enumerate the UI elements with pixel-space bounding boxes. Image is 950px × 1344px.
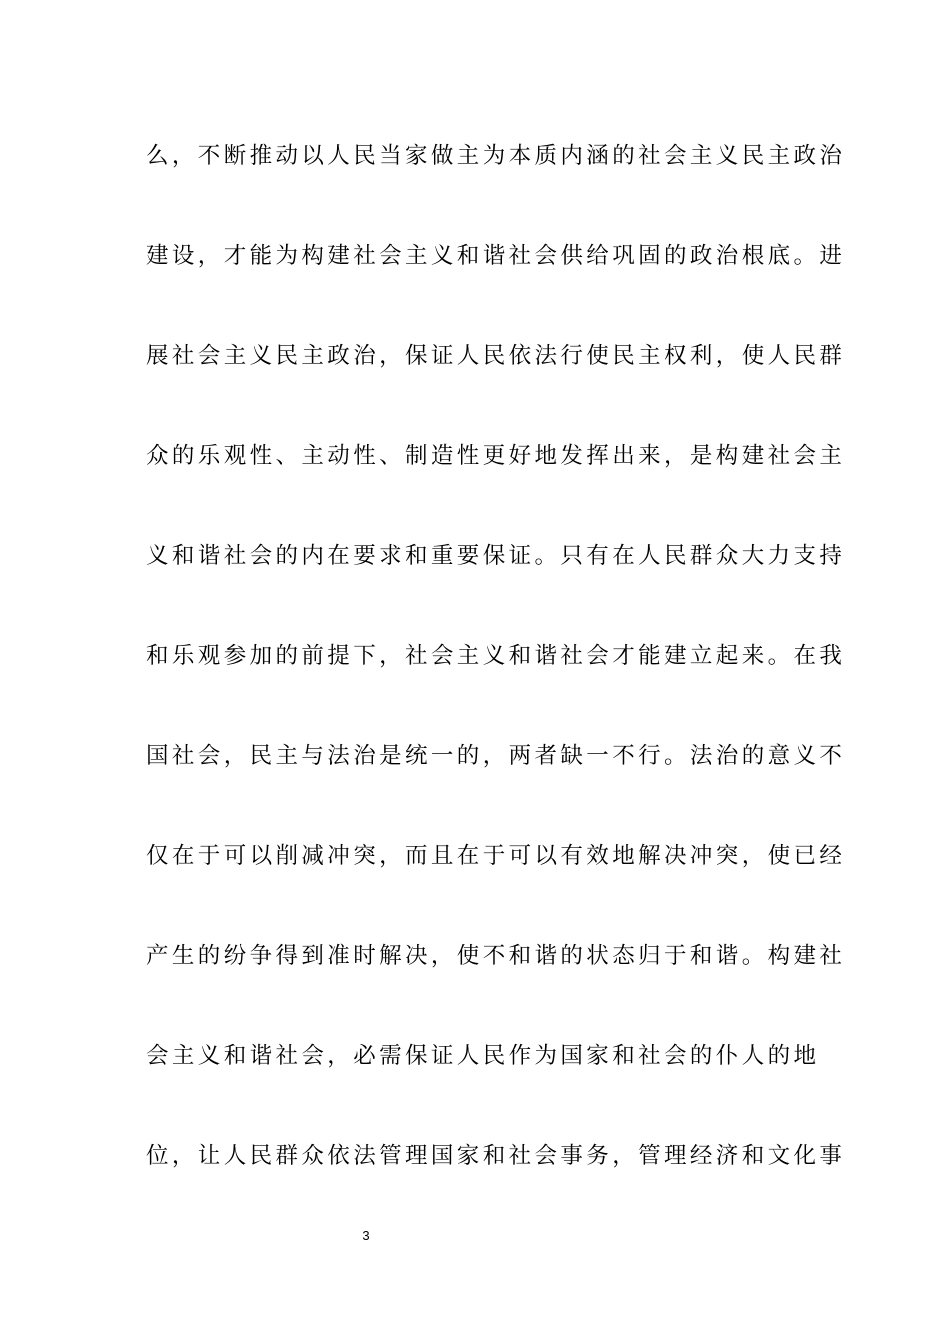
- text-line: 展社会主义民主政治，保证人民依法行使民主权利，使人民群: [146, 343, 846, 369]
- text-line: 义和谐社会的内在要求和重要保证。只有在人民群众大力支持: [146, 543, 846, 569]
- text-line: 和乐观参加的前提下，社会主义和谐社会才能建立起来。在我: [146, 643, 846, 669]
- text-line: 众的乐观性、主动性、制造性更好地发挥出来，是构建社会主: [146, 443, 846, 469]
- text-line: 建设，才能为构建社会主义和谐社会供给巩固的政治根底。进: [146, 243, 846, 269]
- text-line: 仅在于可以削减冲突，而且在于可以有效地解决冲突，使已经: [146, 843, 846, 869]
- text-line: 么，不断推动以人民当家做主为本质内涵的社会主义民主政治: [146, 143, 846, 169]
- text-line: 会主义和谐社会，必需保证人民作为国家和社会的仆人的地: [146, 1043, 820, 1069]
- page-number: 3: [362, 1228, 370, 1243]
- text-line: 产生的纷争得到准时解决，使不和谐的状态归于和谐。构建社: [146, 943, 846, 969]
- text-line: 国社会，民主与法治是统一的，两者缺一不行。法治的意义不: [146, 743, 846, 769]
- text-line: 位，让人民群众依法管理国家和社会事务，管理经济和文化事: [146, 1143, 846, 1169]
